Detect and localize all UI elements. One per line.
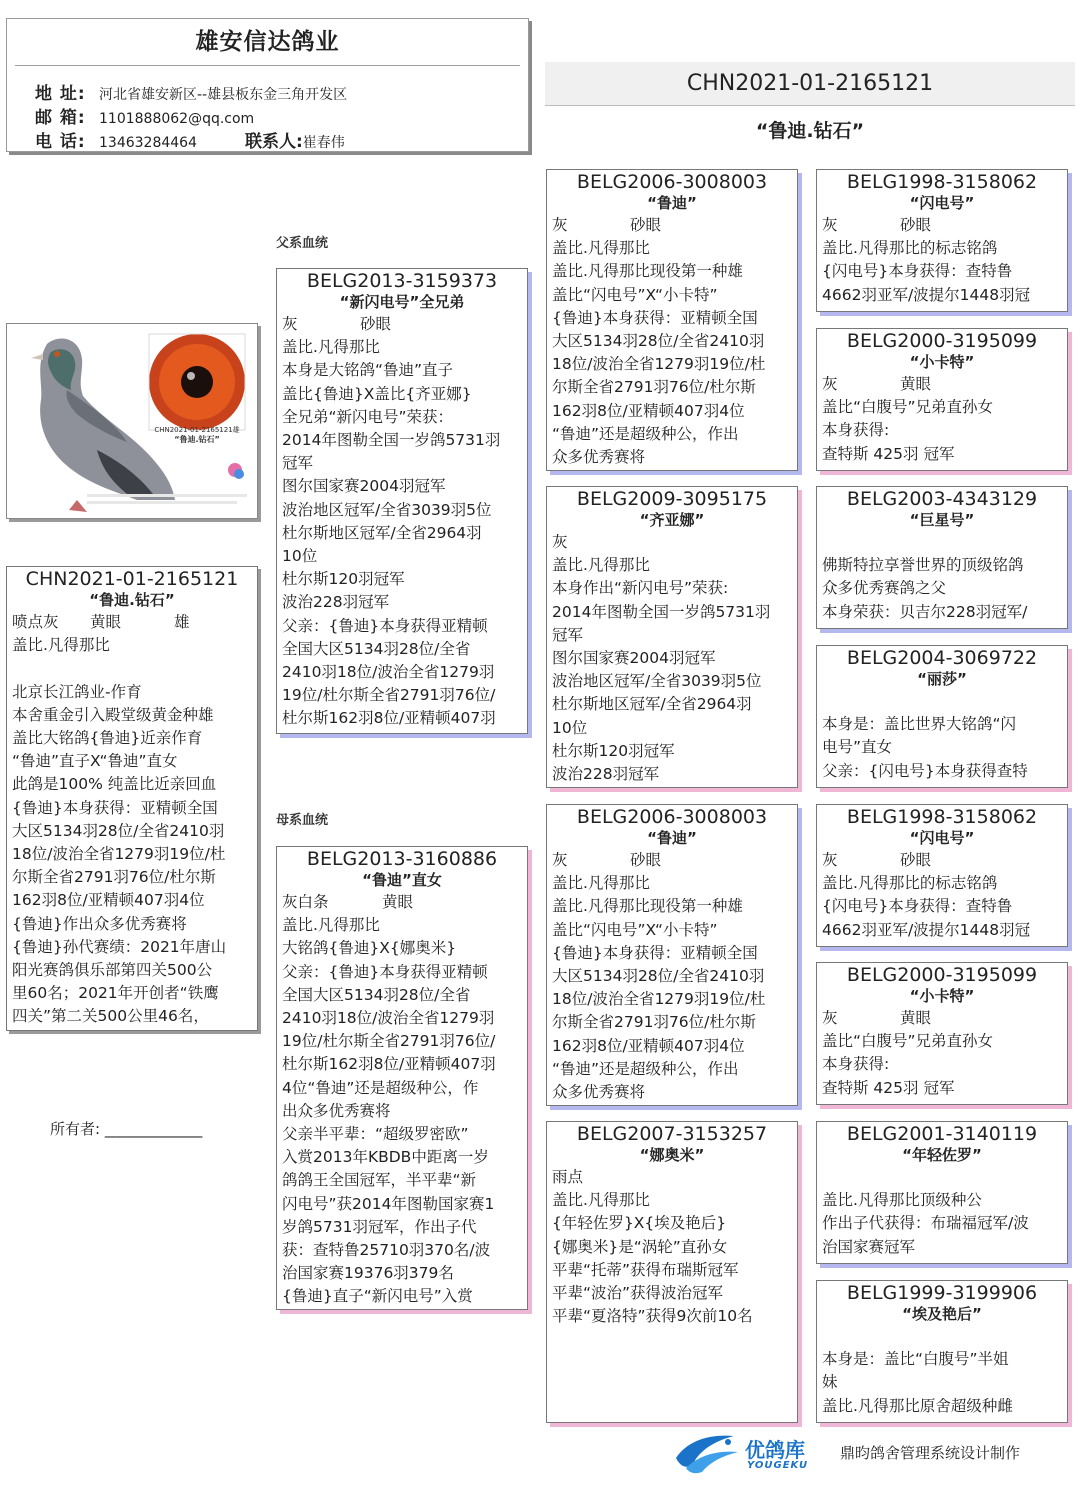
dds-note-line: 盖比.凡得那比顶级种公 bbox=[822, 1191, 982, 1210]
dss-box[interactable] bbox=[816, 804, 1068, 947]
dam-note-line: 盖比.凡得那比 bbox=[282, 916, 380, 935]
sire-notes bbox=[282, 336, 522, 730]
sire-dam-box[interactable] bbox=[546, 486, 798, 788]
subject-note-line: 四关”第二关500公里46名， bbox=[12, 1007, 209, 1026]
sire-note-line: 杜尔斯162羽8位/亚精顿407羽 bbox=[282, 709, 496, 728]
sd-note-line: 冠军 bbox=[552, 625, 584, 644]
main-pigeon-name: “鲁迪.钻石” bbox=[755, 120, 865, 142]
sds-name: “巨星号” bbox=[909, 511, 975, 529]
sire-note-line: 图尔国家赛2004羽冠军 bbox=[282, 477, 446, 496]
subject-color-row bbox=[12, 611, 252, 634]
dam-note-line: 父亲：{鲁迪}本身获得亚精顿 bbox=[282, 962, 488, 981]
phone-row bbox=[35, 127, 345, 152]
sire-note-line: 杜尔斯120羽冠军 bbox=[282, 570, 405, 589]
ss-ring: BELG2006-3008003 bbox=[576, 171, 768, 193]
dss-eye: 砂眼 bbox=[900, 851, 932, 869]
dam-note-line: 闪电号”获2014年图勒国家赛1 bbox=[282, 1194, 495, 1213]
dss-color: 灰 bbox=[822, 851, 838, 869]
sds-box[interactable] bbox=[816, 486, 1068, 629]
ssd-color-row bbox=[822, 373, 1062, 396]
ddd-box[interactable] bbox=[816, 1280, 1068, 1423]
sire-note-line: 盖比.凡得那比 bbox=[282, 338, 380, 357]
sire-note-line: 波治地区冠军/全省3039羽5位 bbox=[282, 500, 492, 519]
dam-note-line: 出众多优秀赛将 bbox=[282, 1101, 391, 1120]
dd-note-line: {娜奥米}是“涡轮”直孙女 bbox=[552, 1237, 728, 1256]
dam-dam-box[interactable] bbox=[546, 1121, 798, 1423]
sire-note-line: 本身是大铭鸽“鲁迪”直子 bbox=[282, 361, 454, 380]
sss-color: 灰 bbox=[822, 216, 838, 234]
dss-note-line: 4662羽亚军/波提尔1448羽冠 bbox=[822, 920, 1031, 939]
dss-notes bbox=[822, 872, 1062, 942]
ss-note-line: 162羽8位/亚精顿407羽4位 bbox=[552, 401, 745, 420]
dam-note-line: 父亲半平辈：“超级罗密欧” bbox=[282, 1125, 469, 1144]
ss-note-line: 18位/波治全省1279羽19位/杜 bbox=[552, 355, 766, 374]
pigeon-photo-card bbox=[6, 323, 258, 519]
ds-color-row bbox=[552, 849, 792, 872]
sd-note-line: 10位 bbox=[552, 718, 588, 737]
sds-note-line: 佛斯特拉享誉世界的顶级铭鸽 bbox=[822, 556, 1024, 575]
dd-note-line: 盖比.凡得那比 bbox=[552, 1191, 650, 1210]
ssd-color: 灰 bbox=[822, 375, 838, 393]
dd-note-line: 平辈“夏洛特”获得9次前10名 bbox=[552, 1307, 753, 1326]
subject-note-line bbox=[12, 657, 252, 680]
sire-eye: 砂眼 bbox=[360, 315, 392, 333]
sd-note-line: 杜尔斯地区冠军/全省2964羽 bbox=[552, 695, 752, 714]
sire-ring: BELG2013-3159373 bbox=[306, 270, 498, 292]
sire-name: “新闪电号”全兄弟 bbox=[339, 293, 465, 311]
dam-notes bbox=[282, 914, 522, 1308]
subject-note-line: “鲁迪”直子X“鲁迪”直女 bbox=[12, 752, 178, 771]
sss-name: “闪电号” bbox=[909, 194, 975, 212]
ds-note-line: “鲁迪”还是超级种公，作出 bbox=[552, 1059, 739, 1078]
subject-note-line: 盖比大铭鸽{鲁迪}近亲作育 bbox=[12, 729, 203, 747]
subject-note-line: 阳光赛鸽俱乐部第四关500公 bbox=[12, 961, 213, 980]
ddd-note-line: 妹 bbox=[822, 1373, 838, 1392]
dds-note-line: 治国家赛冠军 bbox=[822, 1237, 916, 1256]
subject-note-line: 此鸽是100% 纯盖比近亲回血 bbox=[12, 775, 217, 794]
sd-note-line: 灰 bbox=[552, 533, 568, 551]
ssd-box[interactable] bbox=[816, 328, 1068, 471]
ss-note-line: {鲁迪}本身获得：亚精顿全国 bbox=[552, 308, 758, 327]
ds-notes bbox=[552, 872, 792, 1104]
ssd-ring: BELG2000-3195099 bbox=[846, 330, 1038, 352]
address-value: 河北省雄安新区--雄县板东金三角开发区 bbox=[99, 87, 348, 103]
dam-sire-box[interactable] bbox=[546, 804, 798, 1106]
dsd-color-row bbox=[822, 1007, 1062, 1030]
owner-line: 所有者: _____________ bbox=[50, 1120, 203, 1138]
dsd-note-line: 查特斯 425羽 冠军 bbox=[822, 1078, 955, 1097]
sss-note-line: 盖比.凡得那比的标志铭鸽 bbox=[822, 239, 998, 258]
sire-note-line: 冠军 bbox=[282, 454, 314, 473]
subject-note-line: 盖比.凡得那比 bbox=[12, 636, 110, 655]
sire-note-line: 19位/杜尔斯全省2791羽76位/ bbox=[282, 686, 496, 705]
logo-subtext: YOUGEKU bbox=[747, 1460, 809, 1471]
ssd-note-line: 本身获得: bbox=[822, 421, 890, 440]
sdd-name: “丽莎” bbox=[917, 670, 967, 688]
sds-note-line: 本身荣获：贝吉尔228羽冠军/ bbox=[822, 602, 1028, 621]
sdd-note-line: 电号”直女 bbox=[822, 738, 893, 757]
subject-note-line: {鲁迪}本身获得：亚精顿全国 bbox=[12, 798, 218, 817]
sire-note-line: 全国大区5134羽28位/全省 bbox=[282, 639, 471, 658]
sss-note-line: 4662羽亚军/波提尔1448羽冠 bbox=[822, 285, 1031, 304]
phone-value[interactable]: 13463284464 bbox=[99, 135, 197, 151]
ds-note-line: 18位/波治全省1279羽19位/杜 bbox=[552, 990, 766, 1009]
dss-note-line: {闪电号}本身获得：查特鲁 bbox=[822, 897, 1013, 916]
sd-name: “齐亚娜” bbox=[639, 511, 705, 529]
subject-ring: CHN2021-01-2165121 bbox=[25, 568, 239, 590]
ss-note-line: 盖比.凡得那比 bbox=[552, 239, 650, 258]
sds-ring: BELG2003-4343129 bbox=[846, 488, 1038, 510]
ssd-note-line: 查特斯 425羽 冠军 bbox=[822, 444, 955, 463]
ss-eye: 砂眼 bbox=[630, 216, 662, 234]
ss-note-line: 众多优秀赛将 bbox=[552, 448, 646, 467]
ds-note-line: 162羽8位/亚精顿407羽4位 bbox=[552, 1036, 745, 1055]
ss-note-line: 尔斯全省2791羽76位/杜尔斯 bbox=[552, 378, 756, 397]
sds-notes bbox=[822, 531, 1062, 624]
sd-note-line: 波治地区冠军/全省3039羽5位 bbox=[552, 672, 762, 691]
contact-label: 联系人: bbox=[244, 132, 303, 152]
sss-box[interactable] bbox=[816, 169, 1068, 312]
dam-note-line: 大铭鸽{鲁迪}X{娜奥米} bbox=[282, 939, 457, 958]
subject-name: “鲁迪.钻石” bbox=[89, 591, 175, 609]
ds-note-line: 尔斯全省2791羽76位/杜尔斯 bbox=[552, 1013, 756, 1032]
sd-notes bbox=[552, 531, 792, 786]
dd-notes bbox=[552, 1166, 792, 1328]
dsd-name: “小卡特” bbox=[909, 987, 975, 1005]
dsd-note-line: 盖比“白腹号”兄弟直孙女 bbox=[822, 1032, 994, 1051]
sdd-note-line: 父亲：{闪电号}本身获得查特 bbox=[822, 761, 1028, 780]
ds-note-line: {鲁迪}本身获得：亚精顿全国 bbox=[552, 943, 758, 962]
ds-color: 灰 bbox=[552, 851, 568, 869]
sd-note-line: 盖比.凡得那比 bbox=[552, 556, 650, 575]
ss-note-line: 大区5134羽28位/全省2410羽 bbox=[552, 332, 765, 351]
dsd-eye: 黄眼 bbox=[900, 1009, 932, 1027]
dd-ring: BELG2007-3153257 bbox=[576, 1123, 768, 1145]
ssd-eye: 黄眼 bbox=[900, 375, 932, 393]
dds-name: “年轻佐罗” bbox=[902, 1146, 982, 1164]
dam-note-line: 治国家赛19376羽379名 bbox=[282, 1264, 454, 1283]
dss-color-row bbox=[822, 849, 1062, 872]
subject-color: 喷点灰 bbox=[12, 613, 59, 631]
ds-name: “鲁迪” bbox=[647, 829, 697, 847]
dsd-color: 灰 bbox=[822, 1009, 838, 1027]
ss-color: 灰 bbox=[552, 216, 568, 234]
subject-note-line: 大区5134羽28位/全省2410羽 bbox=[12, 821, 225, 840]
ds-note-line: 盖比.凡得那比 bbox=[552, 874, 650, 893]
dds-box[interactable] bbox=[816, 1121, 1068, 1264]
dam-note-line: {鲁迪}直子“新闪电号”入赏 bbox=[282, 1287, 473, 1306]
dam-note-line: 鸽鸽王全国冠军，半平辈“新 bbox=[282, 1171, 477, 1190]
email-value[interactable]: 1101888062@qq.com bbox=[99, 111, 255, 127]
sd-note-line: 杜尔斯120羽冠军 bbox=[552, 741, 675, 760]
main-ring-banner: CHN2021-01-2165121 bbox=[545, 62, 1075, 106]
subject-notes bbox=[12, 634, 252, 1028]
sdd-note-line: 本身是：盖比世界大铭鸽“闪 bbox=[822, 715, 1017, 734]
sire-color-row bbox=[282, 313, 522, 336]
photo-caption-name: “鲁迪.钻石” bbox=[174, 435, 220, 444]
ds-eye: 砂眼 bbox=[630, 851, 662, 869]
sire-sire-box[interactable] bbox=[546, 169, 798, 471]
sdd-note-line bbox=[822, 690, 1062, 713]
ds-note-line: 众多优秀赛将 bbox=[552, 1083, 646, 1102]
dds-note-line bbox=[822, 1166, 1062, 1189]
sire-note-line: 盖比{鲁迪}X盖比{齐亚娜} bbox=[282, 384, 472, 403]
ddd-note-line: 盖比.凡得那比原舍超级种雌 bbox=[822, 1396, 1013, 1415]
dam-note-line: 19位/杜尔斯全省2791羽76位/ bbox=[282, 1032, 496, 1051]
subject-note-line: {鲁迪}孙代赛绩：2021年唐山 bbox=[12, 937, 227, 956]
dam-name: “鲁迪”直女 bbox=[362, 871, 442, 889]
dd-note-line: 平辈“波治”获得波治冠军 bbox=[552, 1284, 724, 1303]
subject-note-line: 本舍重金引入殿堂级黄金种雄 bbox=[12, 705, 214, 724]
sds-note-line: 众多优秀赛鸽之父 bbox=[822, 579, 947, 598]
dam-ring: BELG2013-3160886 bbox=[306, 848, 498, 870]
breeder-name: 雄安信达鸽业 bbox=[195, 29, 340, 55]
sdd-notes bbox=[822, 690, 1062, 783]
dd-note-line: 平辈“托蒂”获得布瑞斯冠军 bbox=[552, 1260, 739, 1279]
sire-color: 灰 bbox=[282, 315, 298, 333]
dam-color: 灰白条 bbox=[282, 893, 329, 911]
dsd-notes bbox=[822, 1030, 1062, 1100]
ss-note-line: “鲁迪”还是超级种公，作出 bbox=[552, 424, 739, 443]
ss-note-line: 盖比“闪电号”X“小卡特” bbox=[552, 285, 718, 304]
dam-note-line: 4位“鲁迪”还是超级种公，作 bbox=[282, 1078, 479, 1097]
sire-line-label: 父系血统 bbox=[276, 236, 329, 251]
ds-note-line: 盖比.凡得那比现役第一种雄 bbox=[552, 897, 743, 916]
dds-ring: BELG2001-3140119 bbox=[846, 1123, 1038, 1145]
sd-ring: BELG2009-3095175 bbox=[576, 488, 768, 510]
sds-note-line bbox=[822, 531, 1062, 554]
logo-text: 优鸽库 bbox=[745, 1438, 805, 1462]
address-label: 地 址: bbox=[35, 84, 86, 104]
sire-note-line: 杜尔斯地区冠军/全省2964羽 bbox=[282, 523, 482, 542]
dss-note-line: 盖比.凡得那比的标志铭鸽 bbox=[822, 874, 998, 893]
ddd-name: “埃及艳后” bbox=[902, 1305, 982, 1323]
yougeku-logo-icon bbox=[672, 1428, 742, 1476]
ds-ring: BELG2006-3008003 bbox=[576, 806, 768, 828]
dam-note-line: 2410羽18位/波治全省1279羽 bbox=[282, 1009, 495, 1028]
sire-note-line: 2410羽18位/波治全省1279羽 bbox=[282, 663, 495, 682]
ssd-name: “小卡特” bbox=[909, 353, 975, 371]
sss-eye: 砂眼 bbox=[900, 216, 932, 234]
subject-eye: 黄眼 bbox=[90, 613, 122, 631]
breeder-header-card bbox=[6, 18, 529, 152]
sire-note-line: 2014年图勒全国一岁鸽5731羽 bbox=[282, 431, 501, 450]
header-divider bbox=[15, 65, 520, 66]
ds-note-line: 大区5134羽28位/全省2410羽 bbox=[552, 967, 765, 986]
dd-note-line: {年轻佐罗}X{埃及艳后} bbox=[552, 1214, 727, 1233]
sd-note-line: 波治228羽冠军 bbox=[552, 765, 660, 784]
dss-name: “闪电号” bbox=[909, 829, 975, 847]
dam-pedigree-box[interactable] bbox=[276, 846, 528, 1310]
address-row bbox=[35, 79, 347, 104]
subject-pedigree-box[interactable] bbox=[6, 566, 258, 1031]
email-label: 邮 箱: bbox=[35, 108, 86, 128]
dam-note-line: 获：查特鲁25710羽370名/波 bbox=[282, 1241, 491, 1260]
ddd-note-line bbox=[822, 1325, 1062, 1348]
dam-note-line: 全国大区5134羽28位/全省 bbox=[282, 985, 471, 1004]
ss-color-row bbox=[552, 214, 792, 237]
dam-note-line: 岁鸽5731羽冠军，作出子代 bbox=[282, 1217, 477, 1236]
dsd-ring: BELG2000-3195099 bbox=[846, 964, 1038, 986]
photo-caption-ring: CHN2021-01-2165121雄 bbox=[154, 426, 240, 434]
ds-note-line: 盖比“闪电号”X“小卡特” bbox=[552, 920, 718, 939]
sss-color-row bbox=[822, 214, 1062, 237]
sire-pedigree-box[interactable] bbox=[276, 268, 528, 734]
dd-note-line: 雨点 bbox=[552, 1168, 584, 1186]
sss-notes bbox=[822, 237, 1062, 307]
dds-notes bbox=[822, 1166, 1062, 1259]
dd-name: “娜奥米” bbox=[639, 1146, 705, 1164]
subject-note-line: 里60名；2021年开创者“铁鹰 bbox=[12, 984, 219, 1003]
sdd-box[interactable] bbox=[816, 645, 1068, 788]
contact-value: 崔春伟 bbox=[302, 135, 345, 151]
subject-note-line: {鲁迪}作出众多优秀赛将 bbox=[12, 914, 187, 933]
dss-ring: BELG1998-3158062 bbox=[846, 806, 1038, 828]
subject-sex: 雄 bbox=[174, 613, 190, 631]
dam-line-label: 母系血统 bbox=[276, 813, 329, 828]
dam-color-row bbox=[282, 891, 522, 914]
phone-label: 电 话: bbox=[35, 132, 86, 152]
sdd-ring: BELG2004-3069722 bbox=[846, 647, 1038, 669]
subject-note-line: 162羽8位/亚精顿407羽4位 bbox=[12, 891, 205, 910]
sire-note-line: 10位 bbox=[282, 547, 318, 566]
dsd-box[interactable] bbox=[816, 962, 1068, 1105]
subject-note-line: 尔斯全省2791羽76位/杜尔斯 bbox=[12, 868, 216, 887]
dam-note-line: 杜尔斯162羽8位/亚精顿407羽 bbox=[282, 1055, 496, 1074]
sire-note-line: 父亲：{鲁迪}本身获得亚精顿 bbox=[282, 616, 488, 635]
dam-eye: 黄眼 bbox=[382, 893, 414, 911]
sss-note-line: {闪电号}本身获得：查特鲁 bbox=[822, 262, 1013, 281]
sd-note-line: 本身作出“新闪电号”荣获: bbox=[552, 579, 729, 598]
footer-credit: 鼎昀鸽舍管理系统设计制作 bbox=[840, 1444, 1021, 1462]
ddd-ring: BELG1999-3199906 bbox=[846, 1282, 1038, 1304]
dam-note-line: 入赏2013年KBDB中距离一岁 bbox=[282, 1148, 489, 1167]
dsd-note-line: 本身获得: bbox=[822, 1055, 890, 1074]
subject-note-line: 北京长江鸽业-作育 bbox=[12, 682, 142, 701]
dds-note-line: 作出子代获得：布瑞福冠军/波 bbox=[822, 1214, 1029, 1233]
email-row bbox=[35, 103, 254, 128]
ddd-note-line: 本身是：盖比“白腹号”半姐 bbox=[822, 1350, 1009, 1369]
pigeon-photo bbox=[7, 324, 257, 518]
sd-note-line: 图尔国家赛2004羽冠军 bbox=[552, 649, 716, 668]
ss-notes bbox=[552, 237, 792, 469]
ss-name: “鲁迪” bbox=[647, 194, 697, 212]
ssd-notes bbox=[822, 396, 1062, 466]
subject-note-line: 18位/波治全省1279羽19位/杜 bbox=[12, 845, 226, 864]
sd-note-line: 2014年图勒全国一岁鸽5731羽 bbox=[552, 602, 771, 621]
ddd-notes bbox=[822, 1325, 1062, 1418]
sire-note-line: 波治228羽冠军 bbox=[282, 593, 390, 612]
sss-ring: BELG1998-3158062 bbox=[846, 171, 1038, 193]
ssd-note-line: 盖比“白腹号”兄弟直孙女 bbox=[822, 398, 994, 417]
sire-note-line: 全兄弟“新闪电号”荣获： bbox=[282, 407, 454, 426]
ss-note-line: 盖比.凡得那比现役第一种雄 bbox=[552, 262, 743, 281]
